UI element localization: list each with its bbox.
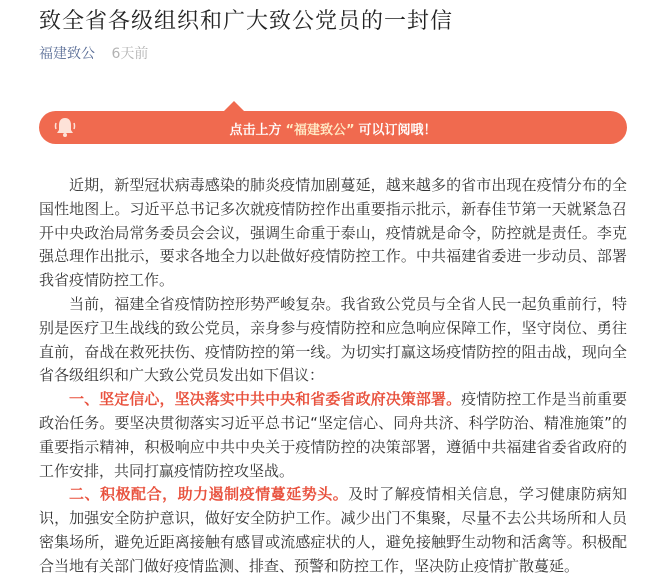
section-heading: 二、积极配合，助力遏制疫情蔓延势头。 <box>69 485 349 504</box>
banner-suffix: 可以订阅哦！ <box>358 123 437 138</box>
article-body <box>39 174 627 579</box>
account-link[interactable]: 福建致公 <box>39 46 95 62</box>
banner-text <box>39 119 627 138</box>
section-text: 疫情防控工作是当前重要政治任务。要坚决贯彻落实习近平总书记“坚定信心、同舟共济、科学防治、精准施策”的重要指示精神，积极响应中共中央关于疫情防控的决策部署，遵循中共福建省委省政府的工作安排，共同打赢疫情防控攻坚战。 <box>39 390 627 480</box>
paragraph <box>39 388 627 483</box>
paragraph: 当前，福建全省疫情防控形势严峻复杂。我省致公党员与全省人民一起负重前行，特别是医疗卫生战线的致公党员，亲身参与疫情防控和应急响应保障工作，坚守岗位、勇往直前，奋战在救死扶伤、疫情防控的第一线。为切实打赢这场疫情防控的阻击战，现向全省各级组织和广大致公党员发出如下倡议： <box>39 294 627 385</box>
paragraph: 近期，新型冠状病毒感染的肺炎疫情加剧蔓延，越来越多的省市出现在疫情分布的全国性地图上。习近平总书记多次就疫情防控作出重要指示批示，新春佳节第一天就紧急召开中央政治局常务委员会会议，强调生命重于泰山，疫情就是命令，防控就是责任。李克强总理作出批示，要求各地全力以赴做好疫情防控工作。中共福建省委进一步动员、部署我省疫情防控工作。 <box>39 176 627 290</box>
paragraph <box>39 483 627 578</box>
article-title: 致全省各级组织和广大致公党员的一封信 <box>39 9 454 34</box>
section-text: 及时了解疫情相关信息，学习健康防病知识，加强安全防护意识，做好安全防护工作。减少出门不集聚，尽量不去公共场所和人员密集场所，避免近距离接触有感冒或流感症状的人，避免接触野生动物和活禽等。积极配合当地有关部门做好疫情监测、排查、预警和防控工作，坚决防止疫情扩散蔓延。 <box>39 485 627 575</box>
banner-pointer <box>224 101 244 111</box>
article-meta <box>39 43 148 63</box>
subscribe-banner[interactable] <box>39 111 627 144</box>
banner-prefix: 点击上方 <box>229 123 282 138</box>
publish-time: 6天前 <box>111 46 149 62</box>
banner-account-name: “福建致公” <box>285 123 355 138</box>
section-heading: 一、坚定信心，坚决落实中共中央和省委省政府决策部署。 <box>69 390 462 409</box>
